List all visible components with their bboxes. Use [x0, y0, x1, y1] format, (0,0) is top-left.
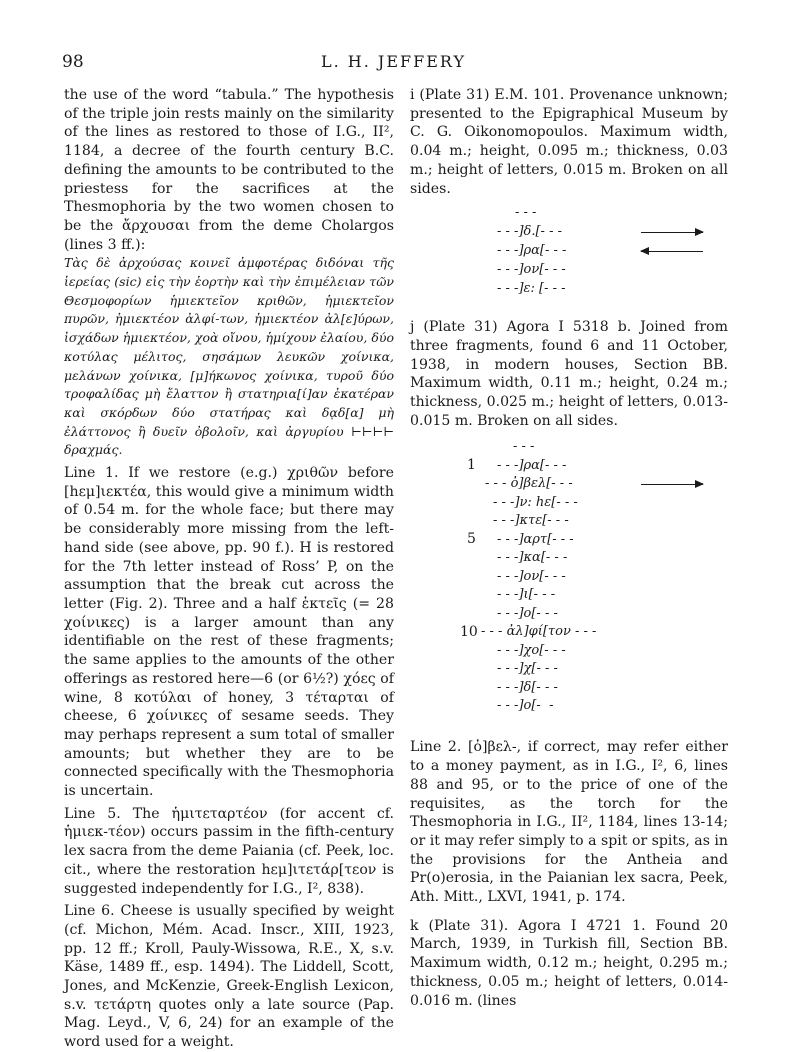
running-head: L. H. JEFFERY	[320, 52, 466, 71]
line-number: 5	[467, 531, 476, 548]
fragment-line: - - -]ρα[- - -	[497, 457, 567, 473]
line-number: 10	[460, 624, 478, 641]
fragment-line: - - -]ον[- - -	[497, 568, 566, 584]
fragment-line: - - -	[515, 205, 537, 221]
paragraph-line-6: Line 6. Cheese is usually specified by weight (cf. Michon, Mém. Acad. Inscr., XIII, 1923, pp. 12 ff.; Kroll, Pauly-Wissowa, R.E., X, s.v. Käse, 1489 ff., esp. 1494). The Liddell, Scott, Jones, and McKenzie, Greek-English Lexicon, s.v. τετάρτη quotes only a late source (Pap. Mag. Leyd., V, 6, 24) for an example of the word used for a weight.	[64, 903, 394, 1051]
arrow-right-icon	[641, 232, 703, 233]
fragment-line: - - -]ο[- - -	[497, 605, 558, 621]
fragment-line: - - - ὀ]βελ[- - -	[485, 476, 573, 492]
fragment-line: - - -]ε: [- - -	[497, 281, 566, 297]
left-column	[64, 86, 394, 1052]
fragment-line: - - -]ον[- - -	[497, 262, 566, 278]
arrow-right-icon	[641, 484, 703, 485]
fragment-line: - - -]αρτ[- - -	[497, 531, 574, 547]
fragment-line: - - -]ο[- -	[497, 698, 554, 714]
paragraph-line-5: Line 5. The ἡμιτεταρτέον (for accent cf. ἡμιεκ-τέον) occurs passim in the fifth-century lex sacra from the deme Paiania (cf. Peek, loc. cit., where the restoration hεμ]ιτετάρ[τεον is suggested independently for I.G., I², 838).	[64, 805, 394, 897]
paragraph-line-2-note: Line 2. [ὀ]βελ-, if correct, may refer either to a money payment, as in I.G., I², 6, lines 88 and 95, or to the price of one of the requisites, as the torch for the Thesmophoria in I.G., II², 1184, lines 13-14; or it may refer simply to a spit or spits, as in the provisions for the Antheia and Pr(o)erosia, in the Paianian lex sacra, Peek, Ath. Mitt., LXVI, 1941, p. 174.	[410, 739, 728, 906]
fragment-line: - - -]δ[- - -	[497, 679, 558, 695]
fragment-line: - - -]ι[- - -	[497, 587, 556, 603]
page-number: 98	[62, 52, 84, 72]
paragraph-line-1: Line 1. If we restore (e.g.) χριθῶν before [hεμ]ιεκτέα, this would give a minimum width of 0.54 m. for the whole face; but there may be considerably more missing from the left-hand side (see above, pp. 90 f.). H is restored for the 7th letter instead of Ross’ P, on the assumption that the break cut across the letter (Fig. 2). Three and a half ἑκτεῖς (= 28 χοίνικες) is a larger amount than any identifiable on the rest of these fragments; the same applies to the amounts of the other offerings as restored here—6 (or 6½?) χόες of wine, 8 κοτύλαι of honey, 3 τέταρται of cheese, 6 χοίνικες of sesame seeds. They may perhaps represent a sum total of smaller amounts; but whether they are to be connected specifically with the Thesmophoria is uncertain.	[64, 465, 394, 800]
fragment-line: - - -]χο[- - -	[497, 642, 566, 658]
fragment-j-description: j (Plate 31) Agora I 5318 b. Joined from three fragments, found 6 and 11 October, 1938, in modern houses, Section BB. Maximum width, 0.11 m.; height, 0.24 m.; thickness, 0.025 m.; height of letters, 0.013-0.015 m. Broken on all sides.	[410, 319, 728, 429]
fragment-k-description: k (Plate 31). Agora I 4721 1. Found 20 March, 1939, in Turkish fill, Section BB. Maximum width, 0.12 m.; height, 0.295 m.; thickness, 0.05 m.; height of letters, 0.014-0.016 m. (lines	[410, 917, 728, 1009]
arrow-left-icon	[641, 251, 703, 252]
fragment-line: - - -]ρα[- - -	[497, 243, 567, 259]
right-column	[410, 86, 728, 1010]
line-number: 1	[467, 457, 476, 474]
paragraph-intro: the use of the word “tabula.” The hypothesis of the triple join rests mainly on the similarity of the lines as restored to those of I.G., II², 1184, a decree of the fourth century B.C. defining the amounts to be contributed to the priestess for the sacrifices at the Thesmophoria by the two women chosen to be the ἄρχουσαι from the deme Cholargos (lines 3 ff.):	[64, 87, 394, 253]
fragment-line: - - - ἀλ]φί[τον - - -	[481, 624, 597, 640]
greek-quotation: Τὰς δὲ ἀρχούσας κοινεῖ ἀμφοτέρας διδόναι τῆς ἱερείας (sic) εἰς τὴν ἑορτὴν καὶ τὴν ἐπιμέλειαν τῶν Θεσμοφορίων ἡμιεκτεῖον κριθῶν, ἡμιεκτεῖον πυρῶν, ἡμιεκτέον ἀλφί-των, ἡμιεκτέον ἀλ[ε]ύρων, ἰσχάδων ἡμιεκτέον, χοὰ οἴνου, ἡμίχουν ἐλαίου, δύο κοτύλας μέλιτος, σησάμων λευκῶν χοίνικα, μελάνων χοίνικα, [μ]ήκωνος χοίνικα, τυροῦ δύο τροφαλίδας μὴ ἔλαττον ἢ στατηρια[ί]αν ἑκατέραν καὶ σκόρδων δύο στατήρας καὶ δᾳδ[α] μὴ ἐλάττονος ἢ δυεῖν ὀβολοῖν, καὶ ἀργυρίου ⊢⊢⊢⊢ δραχμάς.	[64, 255, 394, 458]
fragment-i-description: i (Plate 31) E.M. 101. Provenance unknown; presented to the Epigraphical Museum by C. G. Oikonomopoulos. Maximum width, 0.04 m.; height, 0.095 m.; thickness, 0.03 m.; height of letters, 0.015 m. Broken on all sides.	[410, 87, 728, 197]
fragment-line: - - -	[513, 439, 535, 455]
fragment-line: - - -]ν: hε[- - -	[493, 494, 578, 510]
fragment-line: - - -]κα[- - -	[497, 550, 568, 566]
fragment-i-transcription	[419, 204, 719, 304]
fragment-line: - - -]δ.[- - -	[497, 224, 562, 240]
fragment-line: - - -]χ[- - -	[497, 661, 558, 677]
fragment-j-transcription	[419, 438, 719, 718]
fragment-line: - - -]κτε[- - -	[493, 513, 569, 529]
